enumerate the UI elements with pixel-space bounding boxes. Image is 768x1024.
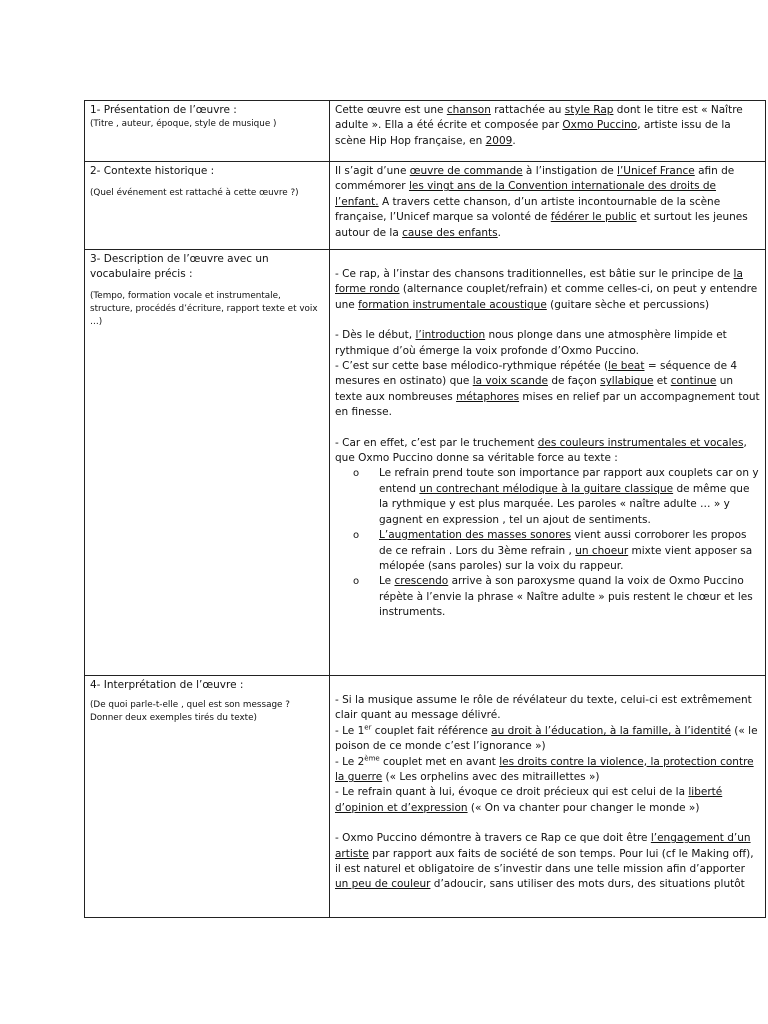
row-subheading: (Tempo, formation vocale et instrumentale, structure, procédés d’écriture, rapport texte et voix …) [90, 291, 318, 327]
row-label-cell [85, 101, 330, 162]
paragraph: - Ce rap, à l’instar des chansons traditionnelles, est bâtie sur le principe de la forme rondo (alternance couplet/refrain) et comme celles-ci, on peut y entendre une formation instrumentale acoustique (guitare sèche et percussions) [335, 268, 758, 311]
table-row [85, 162, 766, 250]
bullet-icon: o [353, 576, 360, 588]
table-row [85, 250, 766, 676]
row-heading: 2- Contexte historique : [90, 165, 215, 177]
paragraph: - Car en effet, c’est par le truchement des couleurs instrumentales et vocales, que Oxmo Puccino donne sa véritable force au texte : [335, 436, 747, 465]
paragraph: - C’est sur cette base mélodico-rythmique répétée (le beat = séquence de 4 mesures en ostinato) que la voix scande de façon syllabique et continue un texte aux nombreuses métaphores mises en relief par un accompagnement tout en finesse. [335, 360, 760, 419]
row-label-cell [85, 676, 330, 918]
paragraph: - Dès le début, l’introduction nous plonge dans une atmosphère limpide et rythmique d’où émerge la voix profonde d’Oxmo Puccino. [335, 329, 727, 357]
row-heading: 1- Présentation de l’œuvre : [90, 104, 237, 116]
row-label-cell [85, 162, 330, 250]
bullet-icon: o [353, 468, 360, 480]
paragraph: - Le refrain quant à lui, évoque ce droit précieux qui est celui de la liberté d’opinion et d’expression (« On va chanter pour changer le monde ») [335, 786, 723, 814]
bullet-icon: o [353, 530, 360, 542]
analysis-table [84, 100, 766, 918]
paragraph: Il s’agit d’une œuvre de commande à l’instigation de l’Unicef France afin de commémorer les vingt ans de la Convention internationale des droits de l’enfant. A travers cette chanson, d’un artiste incontournable de la scène française, l’Unicef marque sa volonté de fédérer le public et surtout les jeunes autour de la cause des enfants. [335, 165, 748, 239]
row-label-cell [85, 250, 330, 676]
paragraph: - Le 2ème couplet met en avant les droits contre la violence, la protection contre la guerre (« Les orphelins avec des mitraillettes ») [335, 754, 754, 784]
row-content-cell [330, 101, 766, 162]
table-row [85, 101, 766, 162]
paragraph: Cette œuvre est une chanson rattachée au style Rap dont le titre est « Naître adulte ». Ella a été écrite et composée par Oxmo Puccino, artiste issu de la scène Hip Hop française, en 2009. [335, 104, 743, 147]
row-content-cell [330, 162, 766, 250]
row-subheading: (De quoi parle-t-elle , quel est son message ? Donner deux exemples tirés du texte) [90, 700, 290, 723]
row-subheading: (Quel événement est rattaché à cette œuvre ?) [90, 188, 299, 198]
list-item: o L’augmentation des masses sonores vient aussi corroborer les propos de ce refrain . Lors du 3ème refrain , un choeur mixte vient apposer sa mélopée (sans paroles) sur la voix du rappeur. [353, 529, 753, 572]
list-item: o Le crescendo arrive à son paroxysme quand la voix de Oxmo Puccino répète à l’envie la phrase « Naître adulte » puis restent le chœur et les instruments. [353, 575, 753, 619]
paragraph: - Si la musique assume le rôle de révélateur du texte, celui-ci est extrêmement clair quant au message délivré. [335, 694, 752, 722]
row-content-cell [330, 676, 766, 918]
row-content-cell [330, 250, 766, 676]
row-heading: 4- Interprétation de l’œuvre : [90, 679, 244, 691]
paragraph: - Le 1er couplet fait référence au droit à l’éducation, à la famille, à l’identité (« le poison de ce monde c’est l’ignorance ») [335, 723, 758, 753]
row-subheading: (Titre , auteur, époque, style de musique ) [90, 119, 277, 129]
table-row [85, 676, 766, 918]
bullet-list [335, 466, 760, 620]
paragraph: - Oxmo Puccino démontre à travers ce Rap ce que doit être l’engagement d’un artiste par rapport aux faits de société de son temps. Pour lui (cf le Making off), il est naturel et obligatoire de s’investir dans une telle mission afin d’apporter un peu de couleur d’adoucir, sans utiliser des mots durs, des situations plutôt [335, 832, 754, 891]
row-heading: 3- Description de l’œuvre avec un vocabulaire précis : [90, 253, 269, 280]
list-item: o Le refrain prend toute son importance par rapport aux couplets car on y entend un contrechant mélodique à la guitare classique de même que la rythmique y est plus marquée. Les paroles « naître adulte … » y gagnent en expression , tel un ajout de sentiments. [353, 467, 759, 526]
